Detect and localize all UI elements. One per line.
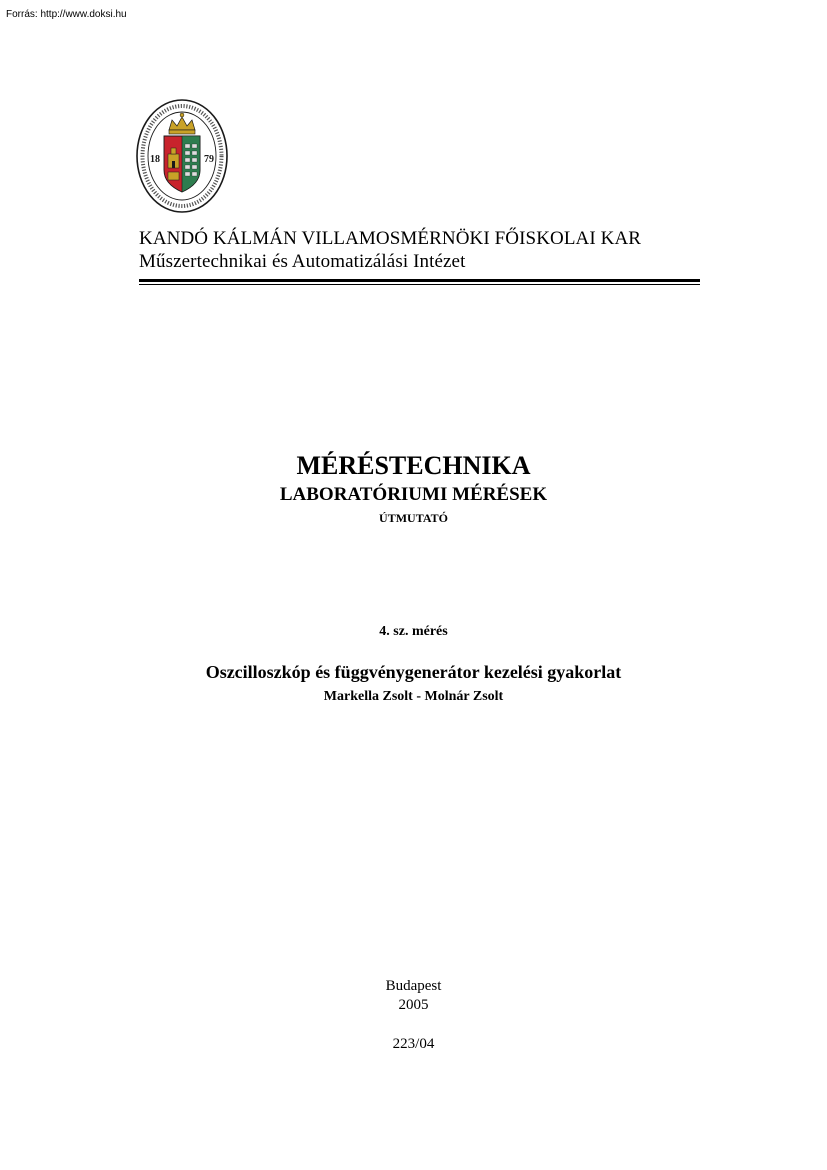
seal-graphic — [136, 98, 228, 214]
institution-header — [139, 227, 641, 273]
header-rule-thick — [139, 279, 700, 282]
measurement-number: 4. sz. mérés — [379, 624, 448, 639]
document-title: MÉRÉSTECHNIKA — [296, 451, 531, 480]
document-guide-label: ÚTMUTATÓ — [379, 511, 448, 525]
seal-year-right: 79 — [204, 154, 214, 165]
institute-name: Műszertechnikai és Automatizálási Intézet — [139, 251, 466, 272]
document-subtitle: LABORATÓRIUMI MÉRÉSEK — [279, 484, 548, 505]
header-rule-thin — [139, 284, 700, 285]
faculty-name: KANDÓ KÁLMÁN VILLAMOSMÉRNÖKI FŐISKOLAI KAR — [139, 228, 642, 249]
measurement-title: Oszcilloszkóp és függvénygenerátor kezelési gyakorlat — [205, 662, 622, 682]
authors: Markella Zsolt - Molnár Zsolt — [323, 689, 504, 704]
school-seal-logo — [136, 98, 228, 214]
source-note: Forrás: http://www.doksi.hu — [6, 9, 127, 20]
document-code: 223/04 — [392, 1036, 435, 1052]
publication-city: Budapest — [385, 978, 442, 994]
publication-year: 2005 — [398, 997, 429, 1013]
seal-year-left: 18 — [150, 154, 160, 165]
